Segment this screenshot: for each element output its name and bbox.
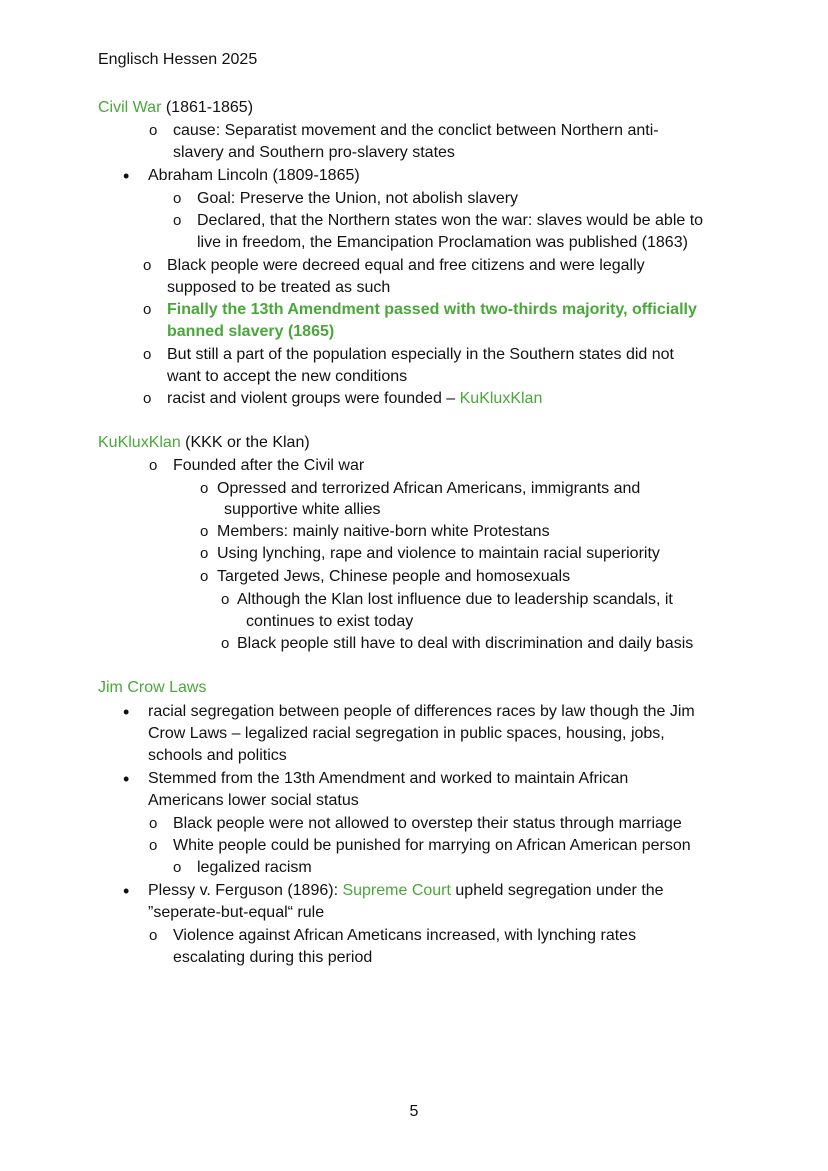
page-number: 5 bbox=[409, 1103, 419, 1120]
stemmed-line-1: Stemmed from the 13th Amendment and worked to maintain African bbox=[148, 770, 629, 787]
racist-groups-item bbox=[167, 388, 542, 410]
lincoln-item: Abraham Lincoln (1809-1865) bbox=[148, 167, 360, 184]
violence-line-2: escalating during this period bbox=[173, 949, 373, 966]
still-line-1: But still a part of the population especially in the Southern states did not bbox=[167, 346, 674, 363]
black-people-line-2: supposed to be treated as such bbox=[167, 279, 391, 296]
founded-item: Founded after the Civil war bbox=[173, 457, 365, 474]
black-people-line-1: Black people were decreed equal and free citizens and were legally bbox=[167, 257, 645, 274]
cause-line-2: slavery and Southern pro-slavery states bbox=[173, 144, 455, 161]
although-line-1: Although the Klan lost influence due to leadership scandals, it bbox=[237, 591, 673, 608]
amendment-line-1: Finally the 13th Amendment passed with two-thirds majority, officially bbox=[167, 301, 697, 318]
document-header: Englisch Hessen 2025 bbox=[98, 51, 258, 68]
punished-item: White people could be punished for marrying on African American person bbox=[173, 837, 691, 854]
bullet-marker: • bbox=[123, 769, 130, 789]
declared-line-1: Declared, that the Northern states won the war: slaves would be able to bbox=[197, 212, 704, 229]
circle-marker: o bbox=[149, 122, 158, 139]
circle-marker: o bbox=[173, 212, 182, 229]
members-item: Members: mainly naitive-born white Protestans bbox=[217, 523, 550, 540]
circle-marker: o bbox=[221, 635, 230, 652]
circle-marker: o bbox=[149, 815, 158, 832]
kkk-heading-text: KuKluxKlan bbox=[98, 434, 181, 451]
legalized-racism-item: legalized racism bbox=[197, 859, 312, 876]
circle-marker: o bbox=[143, 346, 152, 363]
circle-marker: o bbox=[200, 568, 209, 585]
civil-war-heading bbox=[98, 97, 253, 119]
supreme-court-reference: Supreme Court bbox=[342, 882, 451, 899]
circle-marker: o bbox=[143, 390, 152, 407]
circle-marker: o bbox=[200, 523, 209, 540]
violence-line-1: Violence against African Ameticans increased, with lynching rates bbox=[173, 927, 637, 944]
bullet-marker: • bbox=[123, 881, 130, 901]
jim-crow-heading: Jim Crow Laws bbox=[98, 679, 207, 696]
discrimination-item: Black people still have to deal with discrimination and daily basis bbox=[237, 635, 694, 652]
circle-marker: o bbox=[143, 301, 152, 318]
marriage-item: Black people were not allowed to overstep their status through marriage bbox=[173, 815, 682, 832]
amendment-line-2: banned slavery (1865) bbox=[167, 323, 335, 340]
kkk-heading-suffix: (KKK or the Klan) bbox=[180, 434, 310, 451]
circle-marker: o bbox=[149, 457, 158, 474]
plessy-line-1 bbox=[148, 880, 664, 902]
using-item: Using lynching, rape and violence to maintain racial superiority bbox=[217, 545, 660, 562]
circle-marker: o bbox=[143, 257, 152, 274]
plessy-prefix: Plessy v. Ferguson (1896): bbox=[148, 882, 343, 899]
segregation-line-2: Crow Laws – legalized racial segregation in public spaces, housing, jobs, bbox=[148, 725, 665, 742]
circle-marker: o bbox=[173, 190, 182, 207]
civil-war-heading-dates: (1861-1865) bbox=[161, 99, 254, 116]
targeted-item: Targeted Jews, Chinese people and homosexuals bbox=[217, 568, 571, 585]
oppressed-line-2: supportive white allies bbox=[224, 501, 381, 518]
plessy-line-2: ”seperate-but-equal“ rule bbox=[148, 904, 325, 921]
bullet-marker: • bbox=[123, 166, 130, 186]
stemmed-line-2: Americans lower social status bbox=[148, 792, 359, 809]
circle-marker: o bbox=[173, 859, 182, 876]
although-line-2: continues to exist today bbox=[246, 613, 414, 630]
bullet-marker: • bbox=[123, 702, 130, 722]
circle-marker: o bbox=[200, 545, 209, 562]
circle-marker: o bbox=[149, 927, 158, 944]
oppressed-line-1: Opressed and terrorized African Americans, immigrants and bbox=[217, 480, 641, 497]
civil-war-heading-text: Civil War bbox=[98, 99, 162, 116]
circle-marker: o bbox=[200, 480, 209, 497]
declared-line-2: live in freedom, the Emancipation Proclamation was published (1863) bbox=[197, 234, 688, 251]
plessy-suffix: upheld segregation under the bbox=[450, 882, 664, 899]
segregation-line-1: racial segregation between people of differences races by law though the Jim bbox=[148, 703, 695, 720]
cause-line-1: cause: Separatist movement and the conclict between Northern anti- bbox=[173, 122, 659, 139]
segregation-line-3: schools and politics bbox=[148, 747, 287, 764]
goal-item: Goal: Preserve the Union, not abolish slavery bbox=[197, 190, 519, 207]
racist-groups-text: racist and violent groups were founded – bbox=[167, 390, 460, 407]
still-line-2: want to accept the new conditions bbox=[167, 368, 408, 385]
kkk-heading bbox=[98, 432, 310, 454]
circle-marker: o bbox=[149, 837, 158, 854]
kkk-reference: KuKluxKlan bbox=[459, 390, 543, 407]
circle-marker: o bbox=[221, 591, 230, 608]
